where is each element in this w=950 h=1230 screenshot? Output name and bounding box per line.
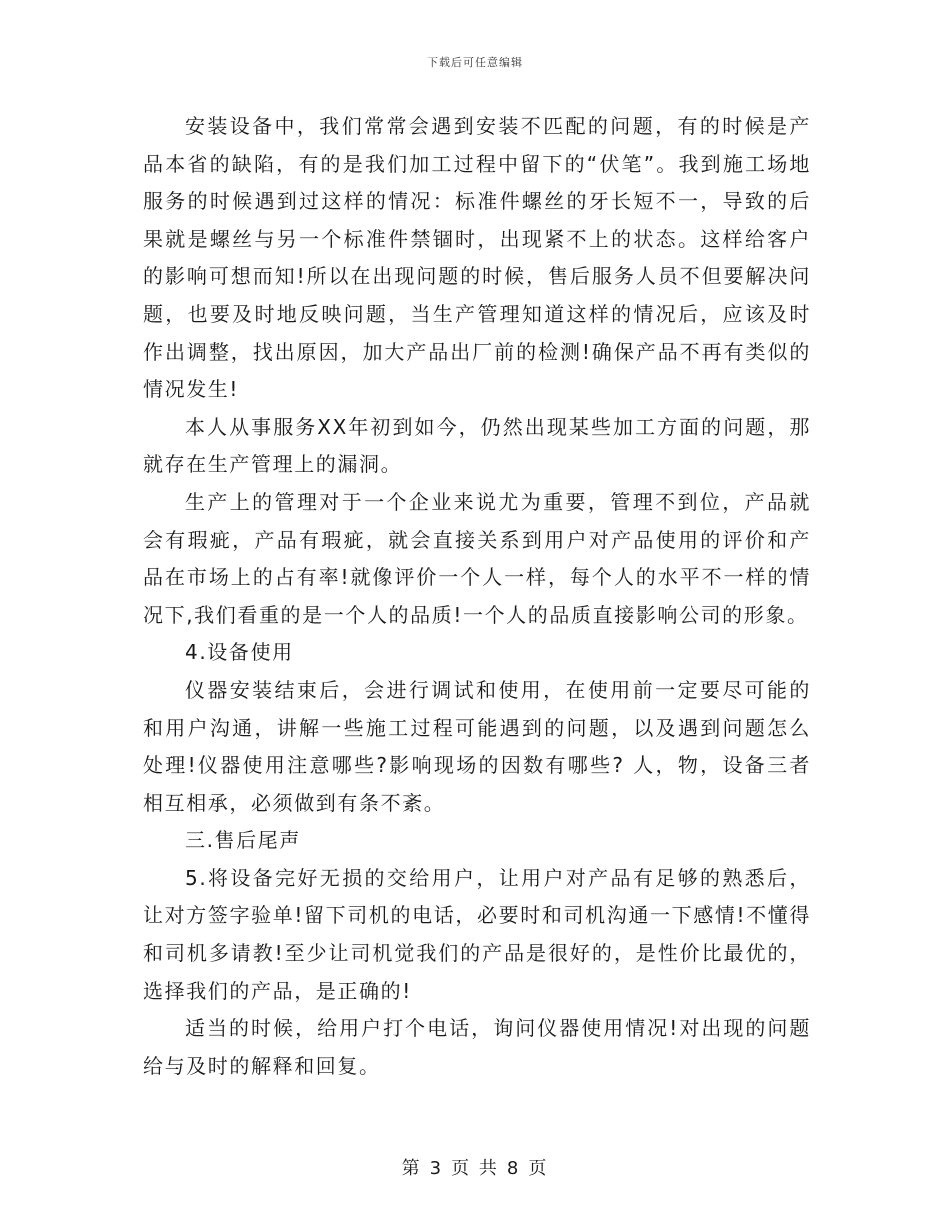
paragraph-production-management: 生产上的管理对于一个企业来说尤为重要，管理不到位，产品就会有瑕疵，产品有瑕疵，就会直接关系到用户对产品使用的评价和产品在市场上的占有率!就像评价一个人一样，每个人的水平不一样的情况下,我们看重的是一个人的品质!一个人的品质直接影响公司的形象。 xyxy=(143,489,811,627)
page-number-footer xyxy=(0,1154,950,1180)
paragraph-follow-up-call: 适当的时候，给用户打个电话，询问仪器使用情况!对出现的问题给与及时的解释和回复。 xyxy=(143,1016,811,1078)
paragraph-handover: 5.将设备完好无损的交给用户，让用户对产品有足够的熟悉后，让对方签字验单!留下司机的电话，必要时和司机沟通一下感情!不懂得和司机多请教!至少让司机觉我们的产品是很好的，是性价比最优的，选择我们的产品，是正确的! xyxy=(143,865,811,1003)
page-total: 8 xyxy=(506,1158,521,1179)
page-current: 3 xyxy=(429,1158,444,1179)
paragraph-equipment-use: 仪器安装结束后，会进行调试和使用，在使用前一定要尽可能的和用户沟通，讲解一些施工过程可能遇到的问题，以及遇到问题怎么处理!仪器使用注意哪些?影响现场的因数有哪些? 人，物，设备三者相互相承，必须做到有条不紊。 xyxy=(143,677,811,815)
section-heading-after-sales-end: 三.售后尾声 xyxy=(185,828,301,853)
page-prefix: 第 xyxy=(401,1158,422,1179)
document-body xyxy=(143,108,811,1085)
page-mid: 页 共 xyxy=(451,1158,499,1179)
paragraph-service-years: 本人从事服务XX年初到如今，仍然出现某些加工方面的问题，那就存在生产管理上的漏洞。 xyxy=(143,414,811,477)
paragraph-installation-issues: 安装设备中，我们常常会遇到安装不匹配的问题，有的时候是产品本省的缺陷，有的是我们加工过程中留下的“伏笔”。我到施工场地服务的时候遇到过这样的情况：标准件螺丝的牙长短不一，导致的后果就是螺丝与另一个标准件禁锢时，出现紧不上的状态。这样给客户的影响可想而知!所以在出现问题的时候，售后服务人员不但要解决问题，也要及时地反映问题，当生产管理知道这样的情况后，应该及时作出调整，找出原因，加大产品出厂前的检测!确保产品不再有类似的情况发生! xyxy=(143,114,811,402)
header-note: 下载后可任意编辑 xyxy=(427,56,523,69)
section-heading-equipment-use: 4.设备使用 xyxy=(185,640,294,665)
page-suffix: 页 xyxy=(528,1158,549,1179)
